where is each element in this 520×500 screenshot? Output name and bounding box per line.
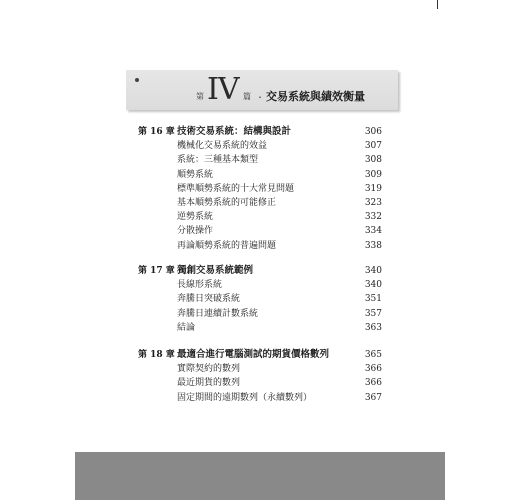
entry-page: 338 [364, 240, 382, 251]
entry-page: 308 [364, 155, 382, 166]
toc-entry [0, 391, 520, 405]
chapter-heading [0, 125, 520, 139]
entry-page: 334 [364, 226, 382, 237]
entry-page: 351 [364, 294, 382, 305]
entry-label: 結論 [177, 322, 196, 333]
crop-mark [437, 0, 438, 9]
toc-entry [0, 196, 520, 210]
chapter-heading [0, 264, 520, 278]
chapter-page: 306 [364, 127, 382, 137]
toc-entry [0, 139, 520, 153]
entry-label: 機械化交易系統的效益 [177, 141, 268, 152]
entry-page: 340 [364, 280, 382, 291]
entry-page: 323 [364, 198, 382, 208]
part-suffix: 篇 [243, 92, 251, 101]
entry-label: 長線形系統 [177, 280, 223, 291]
toc-entry [0, 362, 520, 376]
entry-label: 基本順勢系統的可能修正 [177, 198, 277, 208]
chapter-title: 最適合進行電腦測試的期貨價格數列 [177, 349, 330, 360]
entry-page: 367 [364, 392, 382, 403]
entry-page: 319 [364, 183, 382, 194]
part-numeral: IV [207, 72, 239, 107]
entry-label: 順勢系統 [177, 169, 214, 180]
chapter-page: 340 [364, 266, 382, 276]
entry-page: 366 [364, 378, 382, 389]
chapter-page: 365 [364, 350, 382, 360]
part-title: 交易系統與績效衡量 [266, 90, 365, 103]
toc-entry [0, 182, 520, 196]
entry-page: 332 [364, 212, 382, 223]
entry-page: 366 [364, 364, 382, 375]
chapter-heading [0, 348, 520, 362]
toc-entry [0, 153, 520, 167]
entry-label: 分散操作 [177, 226, 214, 237]
entry-label: 實際契約的數列 [177, 364, 241, 375]
toc-entry [0, 239, 520, 253]
part-banner [126, 70, 398, 110]
chapter-number: 第 16 章 [138, 127, 175, 137]
bottom-band [75, 452, 445, 500]
chapter-number: 第 18 章 [138, 350, 175, 360]
entry-label: 再論順勢系統的普遍問題 [177, 240, 277, 251]
entry-label: 標準順勢系統的十大常見問題 [177, 183, 295, 194]
entry-label: 固定期間的遠期數列（永續數列） [177, 392, 313, 403]
entry-label: 奔騰日突破系統 [177, 294, 241, 305]
part-prefix: 第 [196, 92, 204, 101]
entry-label: 奔騰日連續計數系統 [177, 308, 259, 319]
chapter-title: 獨創交易系統範例 [177, 265, 254, 276]
toc-entry [0, 321, 520, 335]
toc-entry [0, 292, 520, 306]
banner-bullet [135, 78, 139, 82]
part-separator: ・ [256, 93, 264, 102]
entry-label: 逆勢系統 [177, 212, 214, 223]
entry-page: 357 [364, 308, 382, 319]
chapter-title: 技術交易系統：結構與設計 [177, 126, 292, 137]
toc-entry [0, 307, 520, 321]
toc-entry [0, 278, 520, 292]
toc-entry [0, 210, 520, 224]
entry-label: 系統：三種基本類型 [177, 155, 259, 166]
chapter-number: 第 17 章 [138, 266, 175, 276]
toc-entry [0, 376, 520, 390]
entry-page: 309 [364, 169, 382, 180]
entry-page: 363 [364, 322, 382, 333]
entry-page: 307 [364, 141, 382, 152]
toc-entry [0, 224, 520, 238]
entry-label: 最近期貨的數列 [177, 378, 241, 389]
toc-entry [0, 168, 520, 182]
